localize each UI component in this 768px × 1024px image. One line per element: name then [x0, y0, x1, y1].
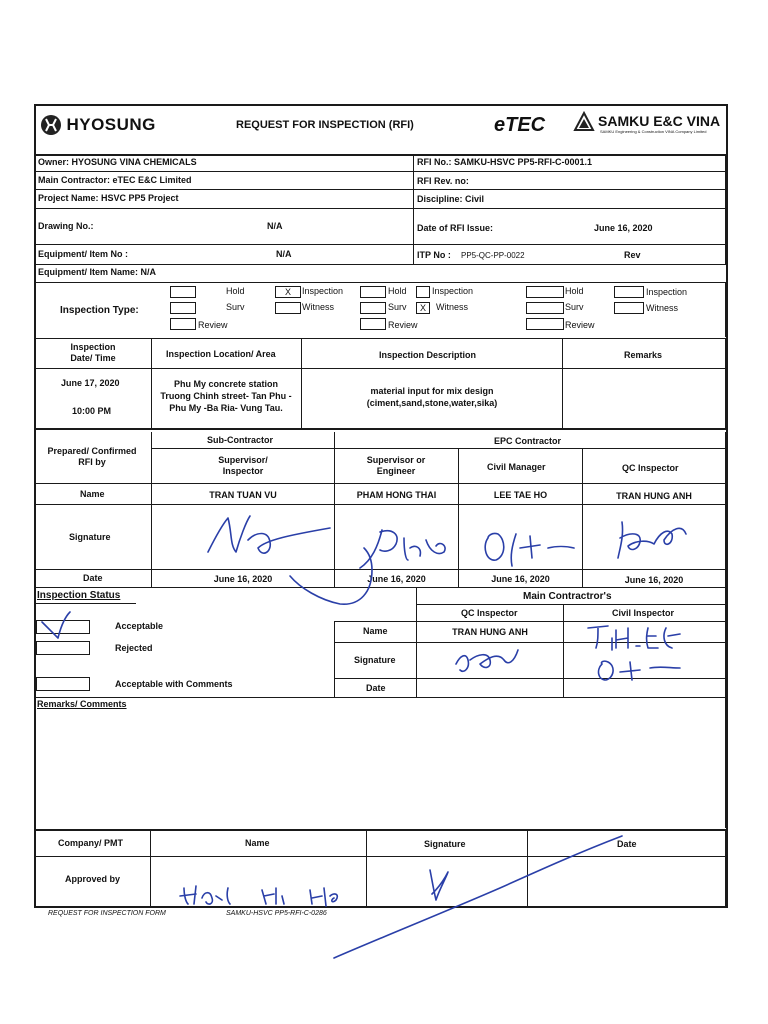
- civil-manager-header: Civil Manager: [487, 462, 546, 472]
- signature-pham-hong-thai: [360, 530, 445, 568]
- approval-signature: [430, 870, 448, 900]
- civil-manager-sign-date: June 16, 2020: [491, 574, 550, 584]
- project-name-field: Project Name: HSVC PP5 Project: [38, 193, 179, 203]
- diagonal-pen-stroke: [334, 836, 622, 958]
- inspection-time: 10:00 PM: [72, 406, 112, 416]
- status-qc-signature: [456, 650, 518, 671]
- supervisor-engineer-header: Supervisor or Engineer: [366, 455, 426, 476]
- equipment-no-value: N/A: [276, 249, 292, 259]
- header-inspection-description: Inspection Description: [379, 350, 477, 360]
- equipment-no-label: Equipment/ Item No :: [38, 249, 128, 259]
- rfi-rev-field: RFI Rev. no:: [417, 176, 469, 186]
- supervisor-inspector-header: Supervisor/ Inspector: [218, 455, 268, 476]
- owner-field: Owner: HYOSUNG VINA CHEMICALS: [38, 157, 197, 167]
- date-row-label: Date: [83, 573, 103, 583]
- drawing-no-label: Drawing No.:: [38, 221, 94, 231]
- rfi-no-field: RFI No.: SAMKU-HSVC PP5-RFI-C-0001.1: [417, 157, 593, 167]
- group1-inspection-label: Inspection: [302, 286, 344, 296]
- group3-surv-label: Surv: [565, 302, 584, 312]
- long-pen-stroke: [290, 548, 372, 604]
- discipline-field: Discipline: Civil: [417, 194, 485, 204]
- group2-surv-label: Surv: [388, 302, 407, 312]
- epc-contractor-header: EPC Contractor: [494, 436, 562, 446]
- header-remarks: Remarks: [624, 350, 663, 360]
- description-line-2: (ciment,sand,stone,water,sika): [366, 398, 498, 408]
- footer-form-name: REQUEST FOR INSPECTION FORM: [48, 910, 166, 917]
- location-line-1: Phu My concrete station: [173, 379, 279, 389]
- company-pmt-label: Company/ PMT: [58, 838, 124, 848]
- etec-logo: eTEC: [494, 114, 546, 136]
- group2-hold-label: Hold: [388, 286, 407, 296]
- inspection-date: June 17, 2020: [61, 378, 120, 388]
- remarks-comments-title: Remarks/ Comments: [37, 699, 127, 709]
- subcontractor-name: TRAN TUAN VU: [209, 490, 277, 500]
- civil-manager-name: LEE TAE HO: [493, 490, 548, 500]
- group2-witness-label: Witness: [436, 302, 469, 312]
- equipment-name-field: Equipment/ Item Name: N/A: [38, 267, 157, 277]
- group3-inspection-label: Inspection: [646, 287, 688, 297]
- civil-inspector-name-handwritten: [588, 626, 680, 650]
- status-qc-name: TRAN HUNG ANH: [452, 627, 528, 637]
- itp-no-label: ITP No :: [417, 250, 451, 260]
- inspection-type-label: Inspection Type:: [60, 305, 139, 316]
- signature-lee-tae-ho: [485, 533, 574, 566]
- supervisor-engineer-name: PHAM HONG THAI: [356, 490, 437, 500]
- description-line-1: material input for mix design: [370, 386, 494, 396]
- group3-hold-label: Hold: [565, 286, 584, 296]
- main-contractors-header: Main Contractror's: [523, 591, 612, 602]
- name-row-label: Name: [80, 489, 105, 499]
- acceptable-label: Acceptable: [115, 621, 164, 631]
- group1-review-label: Review: [198, 320, 228, 330]
- rejected-label: Rejected: [115, 643, 153, 653]
- location-line-3: Phu My -Ba Ria- Vung Tau.: [169, 403, 283, 413]
- drawing-no-value: N/A: [267, 221, 283, 231]
- qc-inspector-name: TRAN HUNG ANH: [616, 491, 692, 501]
- signature-tran-hung-anh: [618, 522, 686, 558]
- inspection-status-title: Inspection Status: [37, 590, 121, 601]
- rfi-date-label: Date of RFI Issue:: [417, 223, 494, 233]
- acceptable-tick-mark: [42, 612, 70, 638]
- group3-witness-label: Witness: [646, 303, 679, 313]
- footer-form-code: SAMKU-HSVC PP5-RFI-C-0286: [226, 910, 327, 917]
- header-inspection-date-time: Inspection Date/ Time: [70, 342, 116, 363]
- approval-name-header: Name: [245, 838, 270, 848]
- group1-surv-label: Surv: [226, 302, 245, 312]
- itp-no-value: PP5-QC-PP-0022: [461, 251, 525, 260]
- group1-witness-label: Witness: [302, 302, 335, 312]
- qc-inspector-header: QC Inspector: [622, 463, 679, 473]
- rev-label: Rev: [624, 250, 641, 260]
- qc-inspector-sign-date: June 16, 2020: [624, 575, 684, 585]
- status-name-label: Name: [363, 626, 388, 636]
- group2-inspection-label: Inspection: [432, 286, 474, 296]
- status-date-label: Date: [366, 683, 386, 693]
- group2-witness-checkbox[interactable]: X: [416, 302, 430, 314]
- approved-by-label: Approved by: [65, 874, 121, 884]
- status-signature-label: Signature: [354, 655, 396, 665]
- subcontractor-sign-date: June 16, 2020: [213, 574, 273, 584]
- status-qc-inspector-header: QC Inspector: [461, 608, 518, 618]
- rfi-date-value: June 16, 2020: [594, 223, 653, 233]
- status-civil-inspector-header: Civil Inspector: [612, 608, 675, 618]
- civil-inspector-signature: [599, 661, 680, 680]
- group2-review-label: Review: [388, 320, 418, 330]
- approval-signature-header: Signature: [424, 839, 466, 849]
- hyosung-wordmark: HYOSUNG: [66, 115, 156, 134]
- location-line-2: Truong Chinh street- Tan Phu -: [160, 391, 292, 401]
- signature-tran-tuan-vu: [208, 516, 330, 553]
- signature-row-label: Signature: [69, 532, 111, 542]
- acceptable-with-comments-label: Acceptable with Comments: [115, 679, 233, 689]
- samku-logo: SAMKU E&C VINA: [598, 113, 721, 129]
- group3-review-label: Review: [565, 320, 595, 330]
- form-title: REQUEST FOR INSPECTION (RFI): [236, 119, 414, 131]
- group1-inspection-checkbox[interactable]: X: [275, 286, 301, 298]
- sub-contractor-header: Sub-Contractor: [207, 435, 273, 445]
- group1-hold-label: Hold: [226, 286, 245, 296]
- samku-logo-subtitle: SAMKU Engineering & Construction VINA Company Limited: [600, 129, 707, 134]
- approval-name-handwriting: [180, 886, 337, 906]
- approval-date-header: Date: [617, 839, 637, 849]
- prepared-confirmed-label: Prepared/ Confirmed RFI by: [47, 446, 137, 467]
- main-contractor-field: Main Contractor: eTEC E&C Limited: [38, 175, 192, 185]
- header-inspection-location: Inspection Location/ Area: [166, 349, 276, 359]
- supervisor-engineer-sign-date: June 16, 2020: [367, 574, 426, 584]
